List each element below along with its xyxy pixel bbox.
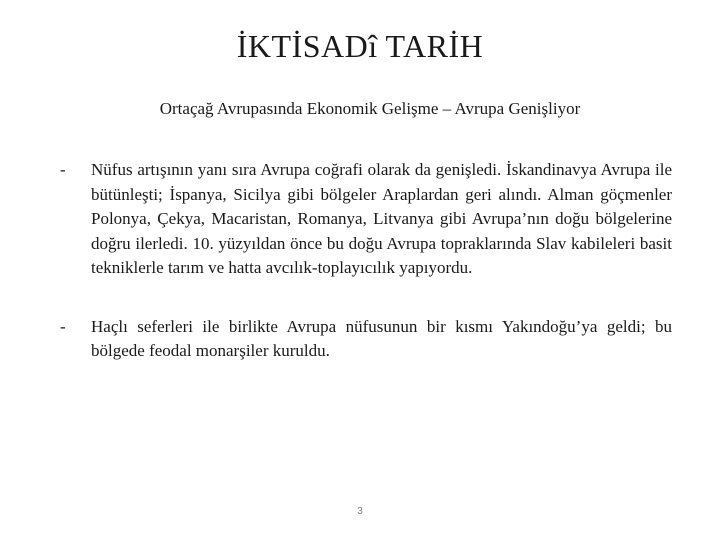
bullet-item: [60, 158, 672, 281]
bullet-text: Nüfus artışının yanı sıra Avrupa coğrafi olarak da genişledi. İskandinavya Avrupa ile bütünleşti; İspanya, Sicilya gibi bölgeler Araplardan geri alındı. Alman göçmenler Polonya, Çekya, Macaristan, Romanya, Litvanya gibi Avrupa’nın doğu bölgelerine doğru ilerledi. 10. yüzyıldan önce bu doğu Avrupa topraklarında Slav kabileleri basit tekniklerle tarım ve hatta avcılık-toplayıcılık yapıyordu.: [91, 160, 672, 277]
bullet-text: Haçlı seferleri ile birlikte Avrupa nüfusunun bir kısmı Yakındoğu’ya geldi; bu bölgede feodal monarşiler kuruldu.: [91, 316, 672, 360]
bullet-dash-icon: -: [60, 316, 66, 336]
bullet-list: [60, 158, 672, 364]
slide-title: İKTİSADî TARİH: [236, 28, 484, 64]
bullet-item: [60, 315, 672, 364]
slide-subtitle: Ortaçağ Avrupasında Ekonomik Gelişme – Avrupa Genişliyor: [159, 99, 581, 118]
page-number: 3: [357, 506, 363, 517]
bullet-dash-icon: -: [60, 160, 66, 179]
